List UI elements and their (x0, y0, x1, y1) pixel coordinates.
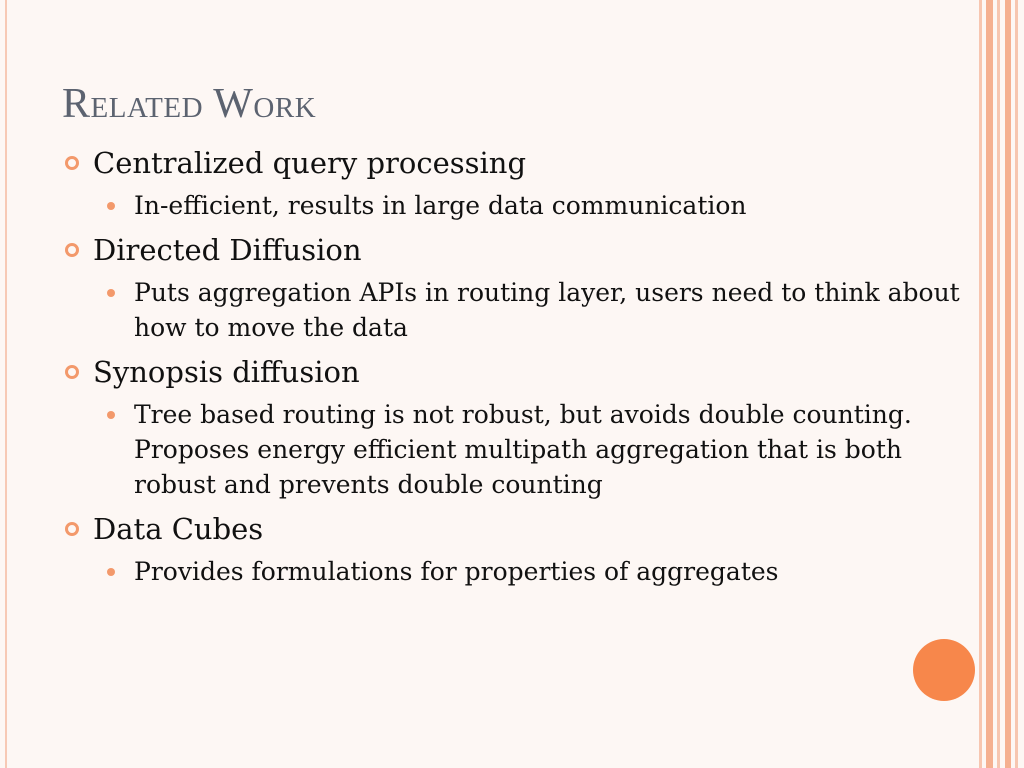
decorative-stripe (997, 0, 1000, 768)
decorative-stripe (1015, 0, 1018, 768)
sub-bullet-item (62, 554, 962, 589)
decorative-stripe (1005, 0, 1011, 768)
decorative-stripe (979, 0, 982, 768)
decorative-circle (913, 639, 975, 701)
bullet-item (62, 510, 962, 548)
bullet-text: Synopsis diffusion (93, 355, 360, 389)
ring-bullet-icon (65, 522, 79, 536)
sub-bullet-text: In-efficient, results in large data communication (134, 191, 747, 220)
sub-bullet-text: Provides formulations for properties of aggregates (134, 557, 779, 586)
dot-bullet-icon (107, 411, 115, 419)
bullet-item (62, 231, 962, 269)
dot-bullet-icon (107, 289, 115, 297)
sub-bullet-item (62, 397, 962, 502)
bullet-text: Centralized query processing (93, 146, 527, 180)
sub-bullet-item (62, 188, 962, 223)
slide-title: Related Work (62, 81, 317, 127)
ring-bullet-icon (65, 365, 79, 379)
ring-bullet-icon (65, 243, 79, 257)
sub-bullet-item (62, 275, 962, 345)
bullet-text: Data Cubes (93, 512, 264, 546)
ring-bullet-icon (65, 156, 79, 170)
decorative-stripe (986, 0, 993, 768)
dot-bullet-icon (107, 202, 115, 210)
bullet-text: Directed Diffusion (93, 233, 362, 267)
bullet-item (62, 144, 962, 182)
bullet-item (62, 353, 962, 391)
bullet-list (62, 144, 962, 589)
dot-bullet-icon (107, 568, 115, 576)
sub-bullet-text: Tree based routing is not robust, but avoids double counting. Proposes energy efficient multipath aggregation that is both robust and prevents double counting (134, 400, 912, 499)
sub-bullet-text: Puts aggregation APIs in routing layer, users need to think about how to move the data (134, 278, 960, 342)
left-border-line (5, 0, 7, 768)
